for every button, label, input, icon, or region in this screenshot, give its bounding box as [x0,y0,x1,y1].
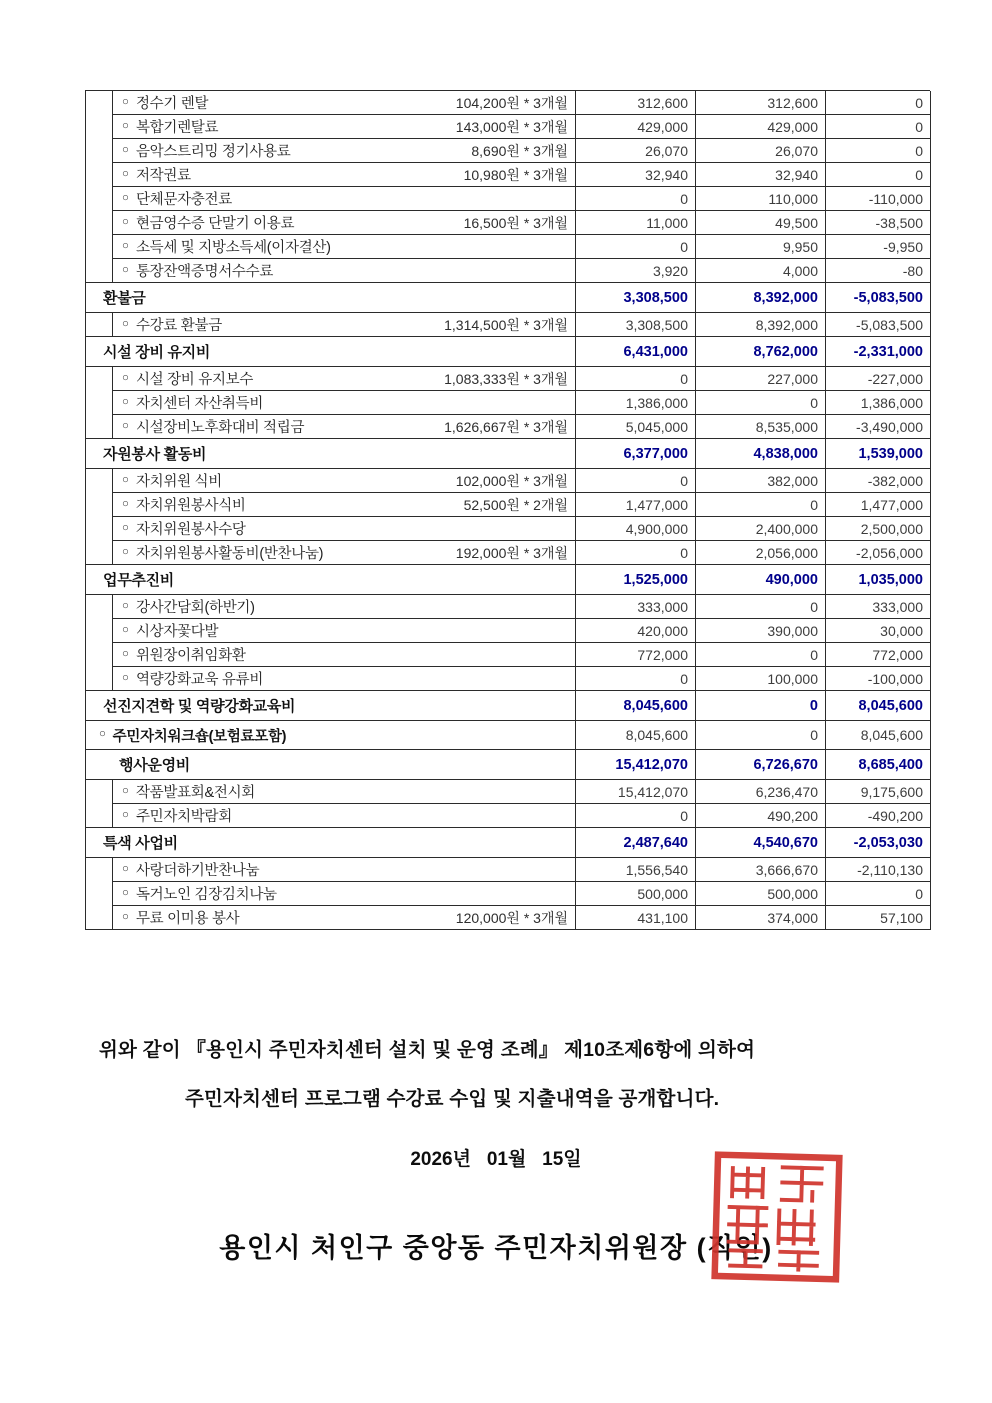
circle-marker: ○ [122,395,129,408]
item-label: 사랑더하기반찬나눔 [135,863,260,879]
item-label: 시상자꽃다발 [135,624,219,640]
amount-cell: 8,392,000 [696,313,826,337]
amount-cell: 420,000 [576,619,696,643]
category-label: 특색 사업비 [86,828,576,858]
circle-marker: ○ [122,521,129,534]
category-row [86,283,931,313]
amount-cell: -490,200 [826,804,931,828]
item-label-cell [113,163,576,187]
amount-cell: 390,000 [696,619,826,643]
official-seal-stamp [710,1148,844,1286]
circle-marker: ○ [122,647,129,660]
item-unit-calc: 102,000원 * 3개월 [455,472,568,489]
amount-cell: 227,000 [696,367,826,391]
item-label: 작품발표회&전시회 [135,785,255,801]
item-label-cell [113,882,576,906]
circle-marker: ○ [122,263,129,276]
item-row [86,235,931,259]
item-row [86,115,931,139]
amount-cell: 429,000 [576,115,696,139]
amount-cell: 26,070 [696,139,826,163]
item-label-cell [113,469,576,493]
item-label-cell [113,367,576,391]
amount-cell: -100,000 [826,667,931,691]
amount-cell: 0 [576,541,696,565]
category-row [86,337,931,367]
amount-cell: 312,600 [576,91,696,115]
item-label-cell [113,906,576,930]
category-label: 업무추진비 [86,565,576,595]
amount-cell: 1,035,000 [826,565,931,595]
spacer-cell [86,643,113,667]
amount-cell: -2,110,130 [826,858,931,882]
amount-cell: -382,000 [826,469,931,493]
amount-cell: 3,308,500 [576,313,696,337]
circle-marker: ○ [122,886,129,899]
amount-cell: 0 [696,391,826,415]
spacer-cell [86,367,113,391]
amount-cell: 4,900,000 [576,517,696,541]
item-label-cell [113,541,576,565]
item-unit-calc: 120,000원 * 3개월 [455,909,568,926]
spacer-cell [86,906,113,930]
item-label: 독거노인 김장김치나눔 [135,887,277,903]
amount-cell: 0 [576,235,696,259]
spacer-cell [86,780,113,804]
amount-cell: -2,056,000 [826,541,931,565]
amount-cell: 1,556,540 [576,858,696,882]
item-unit-calc: 52,500원 * 2개월 [463,496,568,513]
spacer-cell [86,858,113,882]
amount-cell: 57,100 [826,906,931,930]
spacer-cell [86,469,113,493]
item-row [86,313,931,337]
amount-cell: 1,386,000 [826,391,931,415]
item-row [86,139,931,163]
item-label: 자치센터 자산취득비 [135,396,264,412]
amount-cell: 0 [826,163,931,187]
amount-cell: 1,539,000 [826,439,931,469]
circle-marker: ○ [122,808,129,821]
item-row [86,91,931,115]
amount-cell: 30,000 [826,619,931,643]
amount-cell: 8,045,600 [826,691,931,721]
circle-marker: ○ [122,497,129,510]
budget-table-body [86,91,931,930]
item-unit-calc: 192,000원 * 3개월 [455,544,568,561]
circle-marker: ○ [122,419,129,432]
amount-cell: 0 [576,804,696,828]
item-label: 시설 장비 유지보수 [135,372,254,388]
amount-cell: 2,487,640 [576,828,696,858]
amount-cell: 382,000 [696,469,826,493]
item-label-cell [113,667,576,691]
amount-cell: 8,045,600 [576,721,696,750]
spacer-cell [86,619,113,643]
category-row [86,439,931,469]
category-label: 자원봉사 활동비 [86,439,576,469]
category-row [86,565,931,595]
amount-cell: 32,940 [576,163,696,187]
amount-cell: 490,200 [696,804,826,828]
amount-cell: 9,175,600 [826,780,931,804]
spacer-cell [86,595,113,619]
circle-marker: ○ [122,862,129,875]
item-label: 자치위원봉사식비 [135,498,246,514]
amount-cell: 374,000 [696,906,826,930]
spacer-cell [86,313,113,337]
circle-marker: ○ [122,167,129,180]
item-unit-calc: 1,626,667원 * 3개월 [444,418,568,435]
amount-cell: 312,600 [696,91,826,115]
amount-cell: 6,431,000 [576,337,696,367]
item-label-cell [113,391,576,415]
item-label: 자치위원 식비 [135,474,222,490]
amount-cell: -3,490,000 [826,415,931,439]
category-row [86,750,931,780]
item-row [86,493,931,517]
amount-cell: 3,920 [576,259,696,283]
amount-cell: 8,685,400 [826,750,931,780]
item-label: 소득세 및 지방소득세(이자결산) [135,240,331,256]
item-label: 무료 이미용 봉사 [135,911,240,927]
amount-cell: 0 [576,667,696,691]
amount-cell: 100,000 [696,667,826,691]
category-label: 행사운영비 [86,750,576,780]
amount-cell: -110,000 [826,187,931,211]
circle-marker: ○ [122,545,129,558]
amount-cell: 0 [826,139,931,163]
spacer-cell [86,541,113,565]
amount-cell: 2,400,000 [696,517,826,541]
amount-cell: 6,726,670 [696,750,826,780]
item-label: 자치위원봉사활동비(반찬나눔) [135,546,324,562]
item-label: 강사간담회(하반기) [135,600,255,616]
amount-cell: 0 [826,882,931,906]
item-label: 주민자치워크숍(보험료포함) [112,728,287,745]
spacer-cell [86,259,113,283]
item-row [86,906,931,930]
item-row [86,619,931,643]
item-unit-calc: 10,980원 * 3개월 [463,166,568,183]
circle-marker: ○ [122,784,129,797]
item-label-cell [113,780,576,804]
circle-marker: ○ [122,317,129,330]
amount-cell: 500,000 [576,882,696,906]
spacer-cell [86,187,113,211]
amount-cell: 6,236,470 [696,780,826,804]
category-label: 환불금 [86,283,576,313]
amount-cell: -227,000 [826,367,931,391]
item-unit-calc: 143,000원 * 3개월 [455,118,568,135]
amount-cell: 4,540,670 [696,828,826,858]
amount-cell: 2,056,000 [696,541,826,565]
category-label: 선진지견학 및 역량강화교육비 [86,691,576,721]
item-row [86,211,931,235]
amount-cell: -5,083,500 [826,283,931,313]
spacer-cell [86,139,113,163]
item-row [86,517,931,541]
amount-cell: 2,500,000 [826,517,931,541]
item-row [86,667,931,691]
amount-cell: 32,940 [696,163,826,187]
amount-cell: 500,000 [696,882,826,906]
item-unit-calc: 16,500원 * 3개월 [463,214,568,231]
circle-marker: ○ [122,239,129,252]
item-row [86,804,931,828]
item-label-cell [113,139,576,163]
spacer-cell [86,115,113,139]
amount-cell: 3,666,670 [696,858,826,882]
item-label-cell [113,619,576,643]
amount-cell: 1,477,000 [826,493,931,517]
item-row [86,721,931,750]
official-seal-icon [710,1148,844,1286]
item-label-cell [113,804,576,828]
amount-cell: -38,500 [826,211,931,235]
item-label-cell [113,115,576,139]
amount-cell: 0 [696,721,826,750]
circle-marker: ○ [122,473,129,486]
amount-cell: 8,392,000 [696,283,826,313]
amount-cell: 490,000 [696,565,826,595]
circle-marker: ○ [122,191,129,204]
spacer-cell [86,235,113,259]
amount-cell: 0 [826,91,931,115]
amount-cell: 333,000 [576,595,696,619]
item-label: 저작권료 [135,168,191,184]
amount-cell: 0 [576,187,696,211]
item-unit-calc: 8,690원 * 3개월 [471,142,568,159]
amount-cell: -80 [826,259,931,283]
spacer-cell [86,667,113,691]
spacer-cell [86,391,113,415]
spacer-cell [86,517,113,541]
amount-cell: 8,045,600 [576,691,696,721]
amount-cell: 11,000 [576,211,696,235]
budget-table-grid [86,91,931,930]
amount-cell: 15,412,070 [576,750,696,780]
amount-cell: 5,045,000 [576,415,696,439]
amount-cell: 0 [576,367,696,391]
circle-marker: ○ [122,623,129,636]
item-label-cell [113,517,576,541]
date-line: 2026년 01월 15일 [410,1149,582,1170]
item-row [86,367,931,391]
circle-marker: ○ [122,119,129,132]
item-label-cell [113,313,576,337]
item-label-cell [113,259,576,283]
item-row [86,780,931,804]
item-row [86,541,931,565]
item-row [86,858,931,882]
item-label: 정수기 렌탈 [135,96,209,112]
item-row [86,163,931,187]
item-label: 복합기렌탈료 [135,120,219,136]
amount-cell: 0 [696,595,826,619]
circle-marker: ○ [122,143,129,156]
amount-cell: -9,950 [826,235,931,259]
circle-marker: ○ [122,95,129,108]
item-label-cell [86,721,576,750]
category-row [86,828,931,858]
spacer-cell [86,163,113,187]
signature-line: 용인시 처인구 중앙동 주민자치위원장 (직인) [219,1233,773,1263]
item-label-cell [113,415,576,439]
amount-cell: 0 [696,493,826,517]
item-label-cell [113,211,576,235]
item-label-cell [113,91,576,115]
amount-cell: 6,377,000 [576,439,696,469]
amount-cell: -2,331,000 [826,337,931,367]
amount-cell: 333,000 [826,595,931,619]
amount-cell: -5,083,500 [826,313,931,337]
item-row [86,187,931,211]
item-label: 자치위원봉사수당 [135,522,246,538]
item-unit-calc: 1,083,333원 * 3개월 [444,370,568,387]
circle-marker: ○ [99,728,106,740]
item-row [86,882,931,906]
circle-marker: ○ [122,215,129,228]
amount-cell: 9,950 [696,235,826,259]
amount-cell: 1,477,000 [576,493,696,517]
amount-cell: 1,386,000 [576,391,696,415]
amount-cell: 0 [696,691,826,721]
amount-cell: 4,000 [696,259,826,283]
item-label: 시설장비노후화대비 적립금 [135,420,305,436]
circle-marker: ○ [122,371,129,384]
item-label: 역량강화교욱 유류비 [135,672,264,688]
amount-cell: 49,500 [696,211,826,235]
item-label-cell [113,595,576,619]
amount-cell: -2,053,030 [826,828,931,858]
amount-cell: 15,412,070 [576,780,696,804]
amount-cell: 772,000 [576,643,696,667]
item-label: 현금영수증 단말기 이용료 [135,216,295,232]
amount-cell: 26,070 [576,139,696,163]
spacer-cell [86,211,113,235]
amount-cell: 0 [826,115,931,139]
category-row [86,691,931,721]
item-row [86,643,931,667]
item-row [86,391,931,415]
item-label-cell [113,858,576,882]
amount-cell: 0 [696,643,826,667]
item-label-cell [113,493,576,517]
amount-cell: 8,762,000 [696,337,826,367]
amount-cell: 110,000 [696,187,826,211]
amount-cell: 772,000 [826,643,931,667]
amount-cell: 3,308,500 [576,283,696,313]
spacer-cell [86,415,113,439]
item-label-cell [113,643,576,667]
spacer-cell [86,882,113,906]
item-unit-calc: 104,200원 * 3개월 [455,94,568,111]
item-unit-calc: 1,314,500원 * 3개월 [444,316,568,333]
amount-cell: 8,535,000 [696,415,826,439]
amount-cell: 429,000 [696,115,826,139]
spacer-cell [86,804,113,828]
item-label: 수강료 환불금 [135,318,222,334]
item-label-cell [113,187,576,211]
circle-marker: ○ [122,599,129,612]
item-label: 통장잔액증명서수수료 [135,264,274,280]
closing-line-2: 주민자치센터 프로그램 수강료 수입 및 지출내역을 공개합니다. [185,1088,720,1110]
item-label: 음악스트리밍 정기사용료 [135,144,291,160]
item-label: 주민자치박람회 [135,809,232,825]
item-row [86,415,931,439]
item-label: 단체문자충전료 [135,192,232,208]
amount-cell: 0 [576,469,696,493]
circle-marker: ○ [122,671,129,684]
closing-line-1: 위와 같이 『용인시 주민자치센터 설치 및 운영 조례』 제10조제6항에 의하여 [99,1039,756,1061]
budget-table [85,90,930,930]
amount-cell: 1,525,000 [576,565,696,595]
spacer-cell [86,493,113,517]
spacer-cell [86,91,113,115]
amount-cell: 431,100 [576,906,696,930]
item-label: 위원장이취임화환 [135,648,246,664]
amount-cell: 8,045,600 [826,721,931,750]
item-row [86,469,931,493]
item-row [86,259,931,283]
item-row [86,595,931,619]
category-label: 시설 장비 유지비 [86,337,576,367]
closing-statement [99,1034,755,1111]
item-label-cell [113,235,576,259]
amount-cell: 4,838,000 [696,439,826,469]
circle-marker: ○ [122,910,129,923]
